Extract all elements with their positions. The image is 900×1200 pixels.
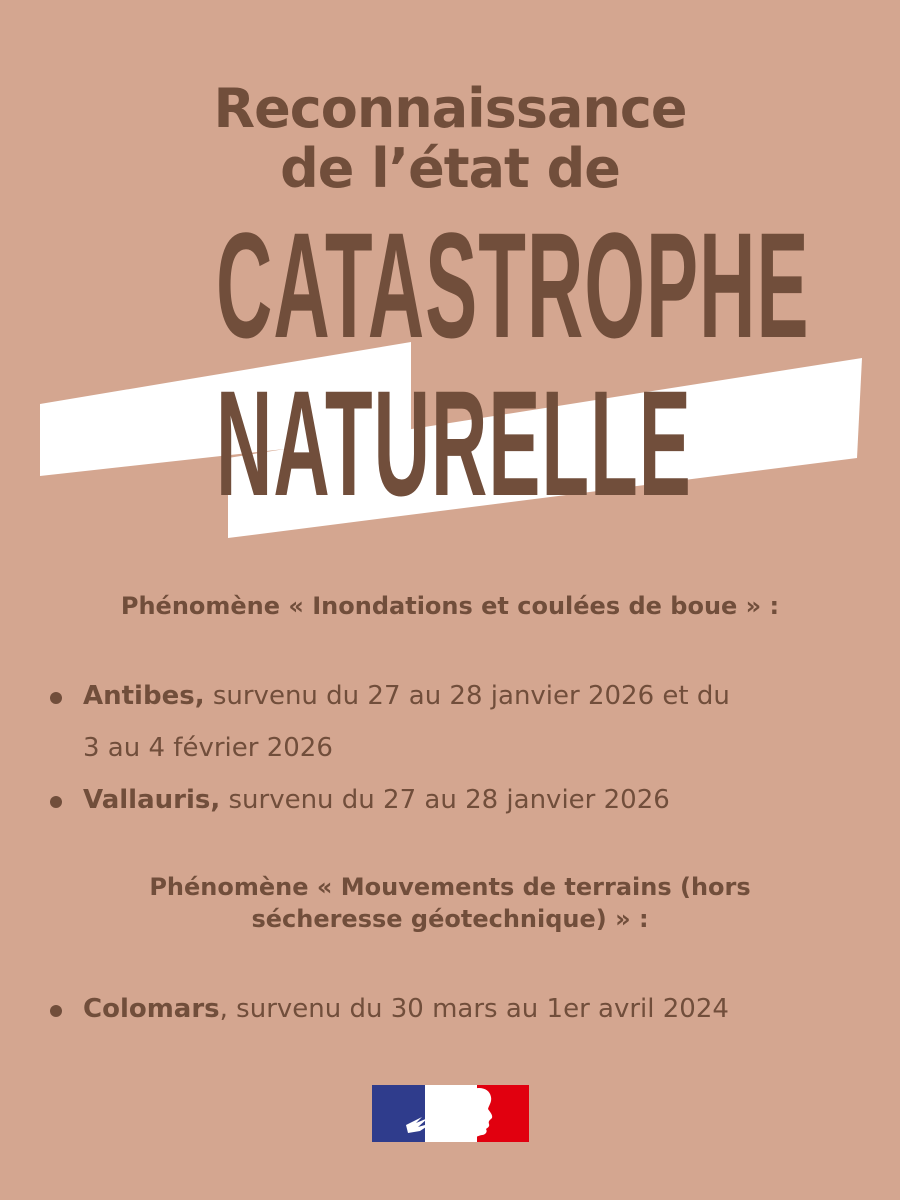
list-item-text: survenu du 27 au 28 janvier 2026: [220, 785, 670, 815]
list-item-place: Antibes,: [83, 681, 205, 711]
list-item-place: Vallauris,: [83, 785, 221, 815]
section2-heading-line1: Phénomène « Mouvements de terrains (hors: [149, 873, 751, 901]
title-line-reconnaissance: Reconnaissance: [213, 77, 687, 140]
marianne-flag-icon: [372, 1085, 529, 1142]
list-item-place: Colomars: [83, 994, 220, 1024]
section2-heading-line2: sécheresse géotechnique) » :: [251, 905, 649, 933]
list-item-text: survenu du 27 au 28 janvier 2026 et du: [204, 681, 730, 711]
bullet-icon: [50, 692, 62, 704]
list-item-continuation-text: 3 au 4 février 2026: [83, 733, 333, 763]
list-item-text: , survenu du 30 mars au 1er avril 2024: [219, 994, 729, 1024]
title-catastrophe: CATASTROPHE: [216, 201, 810, 369]
title-line-etat: de l’état de: [280, 137, 620, 200]
bullet-icon: [50, 796, 62, 808]
bullet-icon: [50, 1005, 62, 1017]
title-naturelle: NATURELLE: [216, 359, 692, 527]
marianne-profile-icon: [372, 1085, 529, 1142]
section1-heading: Phénomène « Inondations et coulées de boue » :: [120, 592, 780, 620]
